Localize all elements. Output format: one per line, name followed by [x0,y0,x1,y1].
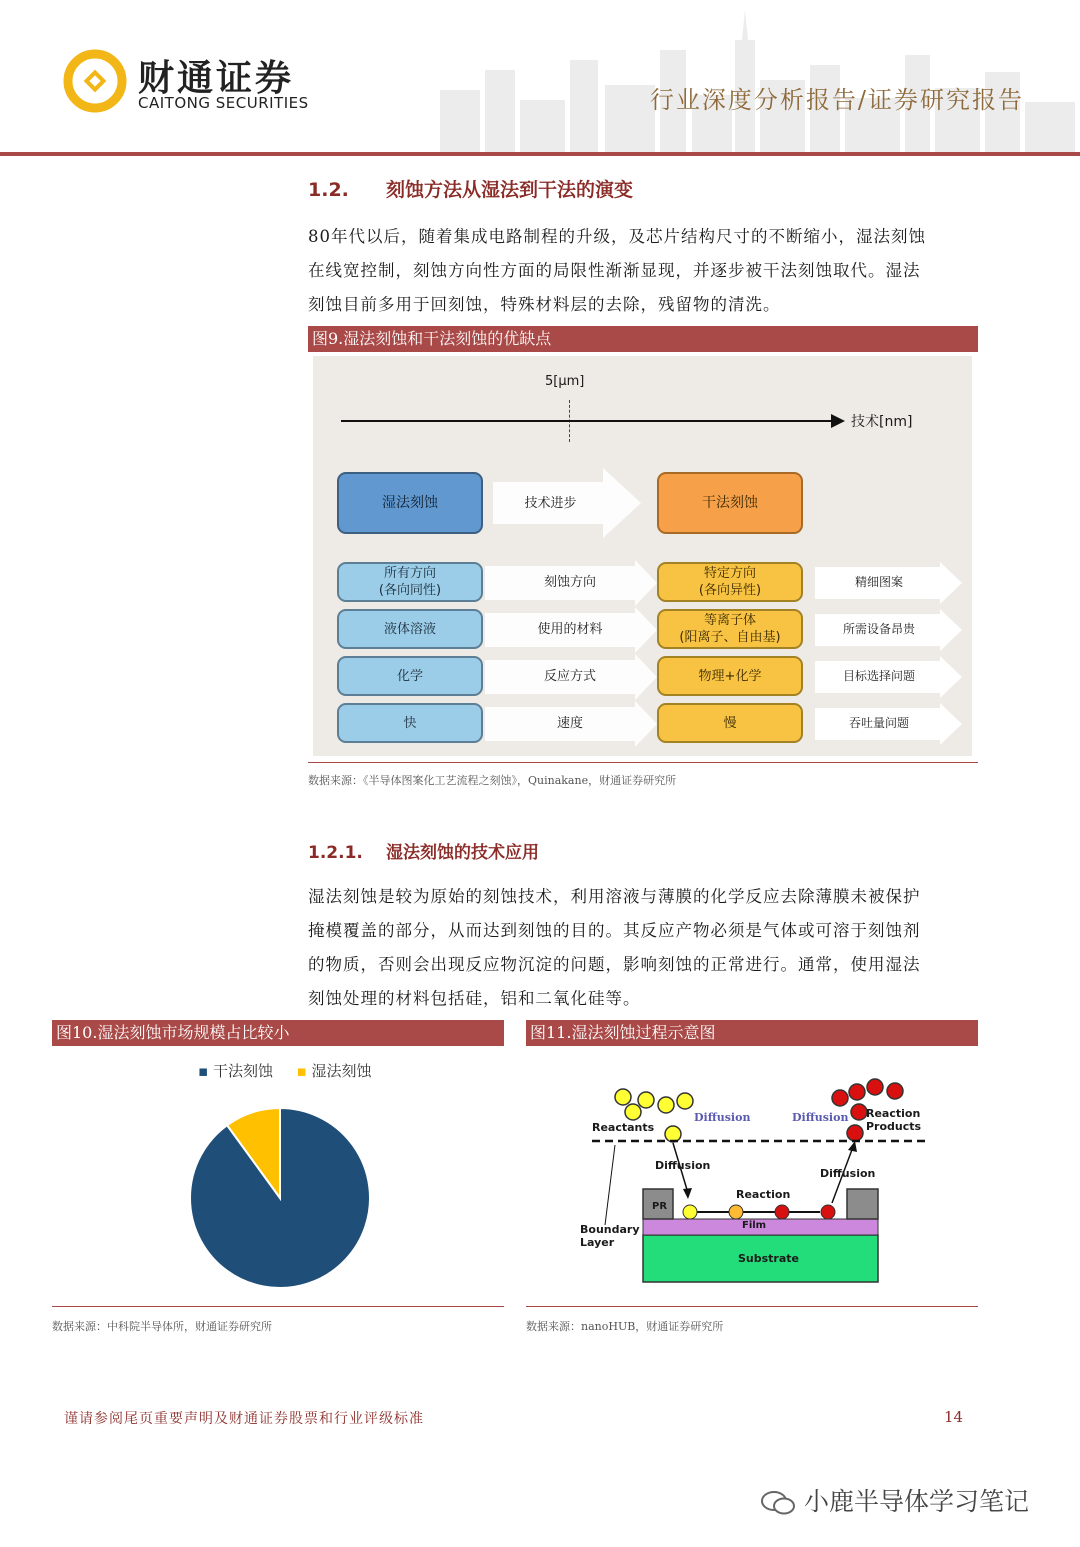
dry-property-line: 特定方向 [703,566,756,581]
paragraph-line: 刻蚀目前多用于回刻蚀，特殊材料层的去除，残留物的清洗。 [308,295,781,314]
section-title: 刻蚀方法从湿法到干法的演变 [386,179,634,201]
dry-property-line: 等离子体 [703,613,756,628]
film-label: Film [742,1220,767,1231]
figure-9-rule [308,762,978,763]
pie-legend [198,1060,372,1081]
wet-property-line: 快 [403,715,417,731]
section-1-2-paragraph [308,220,978,322]
wet-property-box [337,703,483,743]
dry-property-line: (阳离子、自由基) [679,630,781,645]
note-label: 吞吐量问题 [848,715,909,730]
aspect-label: 使用的材料 [537,621,603,637]
figure-10-rule [52,1306,504,1307]
progress-label: 技术进步 [524,496,577,511]
diffusion-top-right-label: Diffusion [792,1111,849,1124]
aspect-label: 反应方式 [543,668,596,684]
figure-11-rule [526,1306,978,1307]
figure-9-source: 数据来源：《半导体图案化工艺流程之刻蚀》，Quinakane，财通证券研究所 [308,774,677,787]
figure-10-caption: 图10.湿法刻蚀市场规模占比较小 [52,1020,504,1046]
paragraph-line: 湿法刻蚀是较为原始的刻蚀技术，利用溶液与薄膜的化学反应去除薄膜未被保护 [308,887,921,906]
reactant-particles [615,1089,693,1142]
section-heading-1-2-1 [308,838,539,863]
reaction-products-label: Reaction Products [866,1107,922,1133]
note-label: 目标选择问题 [842,668,915,683]
page-header [0,0,1080,156]
section-number: 1.2. [308,179,349,201]
scale-label: 5[μm] [545,374,585,389]
legend-marker-wet: ▪ [296,1062,307,1080]
section-1-2-1-paragraph [308,880,978,1016]
caitong-logo-icon [60,48,130,114]
wet-property-line: 化学 [396,668,423,684]
wet-etch-box: 湿法刻蚀 [337,472,483,534]
logo-english-name: CAITONG SECURITIES [138,94,309,112]
wet-property-box [337,656,483,696]
paragraph-line: 80年代以后，随着集成电路制程的升级，及芯片结构尺寸的不断缩小，湿法刻蚀 [308,227,926,246]
watermark [760,1482,1029,1518]
wet-property-line: (各向同性) [378,583,442,598]
figure-11-source: 数据来源：nanoHUB，财通证券研究所 [526,1320,724,1333]
dry-property-line: (各向异性) [698,583,762,598]
dry-property-box [657,703,803,743]
aspect-label: 刻蚀方向 [543,574,596,590]
paragraph-line: 的物质，否则会出现反应物沉淀的问题，影响刻蚀的正常进行。通常，使用湿法 [308,955,921,974]
section-heading-1-2 [308,175,633,202]
substrate-label: Substrate [738,1252,799,1265]
wet-etch-process-diagram [570,1075,940,1290]
reactants-label: Reactants [592,1121,655,1134]
legend-marker-dry: ▪ [198,1062,209,1080]
dry-property-line: 慢 [723,715,737,731]
logo-chinese-name: 财通证券 [138,58,295,99]
diffusion-right-label: Diffusion [820,1167,876,1180]
dry-property-box [657,609,803,649]
page-number: 14 [944,1408,964,1426]
legend-label-dry: 干法刻蚀 [212,1062,273,1080]
section-title: 湿法刻蚀的技术应用 [386,843,539,863]
header-divider [0,152,1080,156]
figure-11-caption: 图11.湿法刻蚀过程示意图 [526,1020,978,1046]
wet-property-box [337,562,483,602]
wet-property-box [337,609,483,649]
paragraph-line: 刻蚀处理的材料包括硅，铝和二氧化硅等。 [308,989,641,1008]
legend-label-wet: 湿法刻蚀 [311,1062,372,1080]
paragraph-line: 掩模覆盖的部分，从而达到刻蚀的目的。其反应产物必须是气体或可溶于刻蚀剂 [308,921,921,940]
axis-label: 技术[nm] [851,414,913,430]
report-type-title: 行业深度分析报告/证券研究报告 [649,86,1024,114]
dry-property-box [657,656,803,696]
aspect-label: 速度 [556,715,583,731]
dry-etch-box: 干法刻蚀 [657,472,803,534]
wet-property-line: 液体溶液 [383,621,436,637]
figure-9-caption: 图9.湿法刻蚀和干法刻蚀的优缺点 [308,326,978,352]
diffusion-left-label: Diffusion [655,1159,711,1172]
technology-axis [341,420,831,422]
boundary-layer-label: Boundary Layer [580,1223,640,1249]
dry-property-box [657,562,803,602]
note-label: 所需设备昂贵 [842,621,915,636]
market-share-pie-chart [180,1098,380,1298]
reaction-label: Reaction [736,1188,791,1201]
diffusion-top-left-label: Diffusion [694,1111,751,1124]
footer-disclaimer: 谨请参阅尾页重要声明及财通证券股票和行业评级标准 [64,1411,424,1427]
section-number: 1.2.1. [308,843,363,863]
watermark-text: 小鹿半导体学习笔记 [804,1487,1030,1516]
wet-property-line: 所有方向 [383,566,436,581]
note-label: 精细图案 [854,574,903,589]
figure-10-source: 数据来源：中科院半导体所，财通证券研究所 [52,1320,272,1333]
dry-property-line: 物理+化学 [698,668,762,684]
figure-9-diagram [313,356,972,756]
pr-label: PR [652,1201,668,1212]
paragraph-line: 在线宽控制，刻蚀方向性方面的局限性渐渐显现，并逐步被干法刻蚀取代。湿法 [308,261,921,280]
wechat-icon [760,1490,796,1516]
axis-arrow-icon [831,414,845,428]
